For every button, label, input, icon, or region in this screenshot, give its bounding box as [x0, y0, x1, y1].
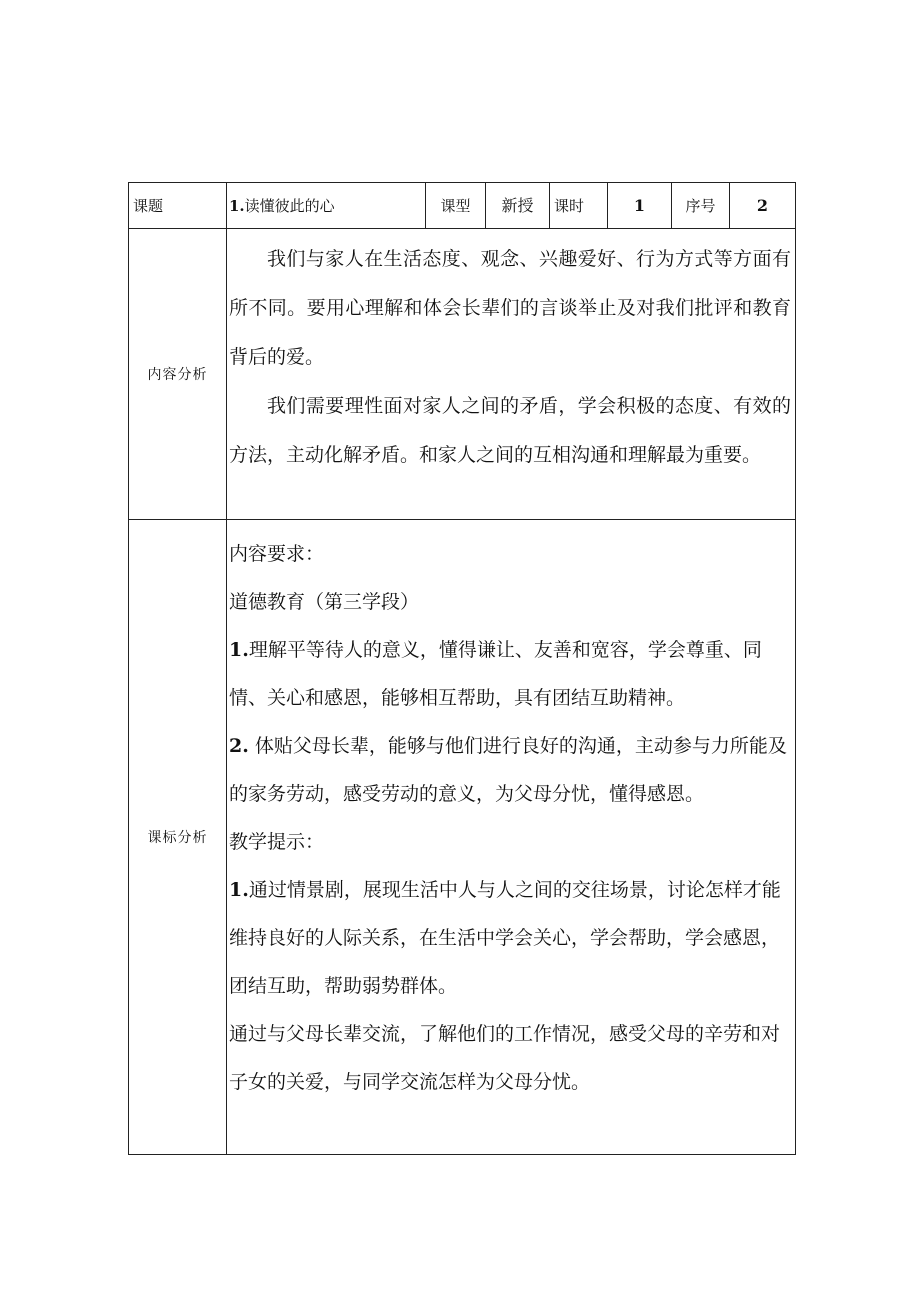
requirement-item-2: [229, 722, 791, 818]
lesson-plan-table: [128, 182, 796, 1155]
standard-analysis-label: 课标分析: [129, 520, 227, 1155]
tips-heading: 教学提示：: [229, 831, 325, 853]
topic-label: 课题: [129, 183, 227, 229]
hours-label: 课时: [550, 183, 608, 229]
requirements-heading: 内容要求：: [229, 543, 325, 565]
item-text: 通过情景剧，展现生活中人与人之间的交往场景，讨论怎样才能维持良好的人际关系，在生活中学会关心，学会帮助，学会感恩，团结互助，帮助弱势群体。: [229, 879, 781, 997]
item-text: 通过与父母长辈交流，了解他们的工作情况，感受父母的辛劳和对子女的关爱，与同学交流怎样为父母分忧。: [229, 1023, 781, 1093]
type-label: 课型: [426, 183, 486, 229]
item-text: 理解平等待人的意义，懂得谦让、友善和宽容，学会尊重、同情、关心和感恩，能够相互帮助，具有团结互助精神。: [229, 639, 762, 709]
content-paragraph-2: 我们需要理性面对家人之间的矛盾，学会积极的态度、有效的方法，主动化解矛盾。和家人之间的互相沟通和理解最为重要。: [229, 395, 791, 466]
header-row: [129, 183, 796, 229]
hours-value: 1: [608, 183, 672, 229]
item-number: 1.: [229, 879, 249, 901]
topic-value: [227, 183, 426, 229]
standard-analysis-body: [227, 520, 796, 1155]
topic-text: 读懂彼此的心: [244, 197, 335, 215]
requirement-item-1: [229, 626, 791, 722]
content-analysis-body: [227, 229, 796, 520]
item-number: 2.: [229, 735, 249, 757]
content-paragraph-1: 我们与家人在生活态度、观念、兴趣爱好、行为方式等方面有所不同。要用心理解和体会长辈们的言谈举止及对我们批评和教育背后的爱。: [229, 248, 791, 368]
seq-value: 2: [730, 183, 796, 229]
tip-item-2: [229, 1010, 791, 1106]
item-number: 1.: [229, 639, 249, 661]
content-analysis-row: [129, 229, 796, 520]
type-value: 新授: [486, 183, 550, 229]
seq-label: 序号: [672, 183, 730, 229]
topic-number: 1.: [229, 197, 245, 215]
section-heading: 道德教育（第三学段）: [229, 591, 420, 613]
standard-analysis-row: [129, 520, 796, 1155]
item-text: 体贴父母长辈，能够与他们进行良好的沟通，主动参与力所能及的家务劳动，感受劳动的意义，为父母分忧，懂得感恩。: [229, 735, 787, 805]
content-analysis-label: 内容分析: [129, 229, 227, 520]
tip-item-1: [229, 866, 791, 1010]
